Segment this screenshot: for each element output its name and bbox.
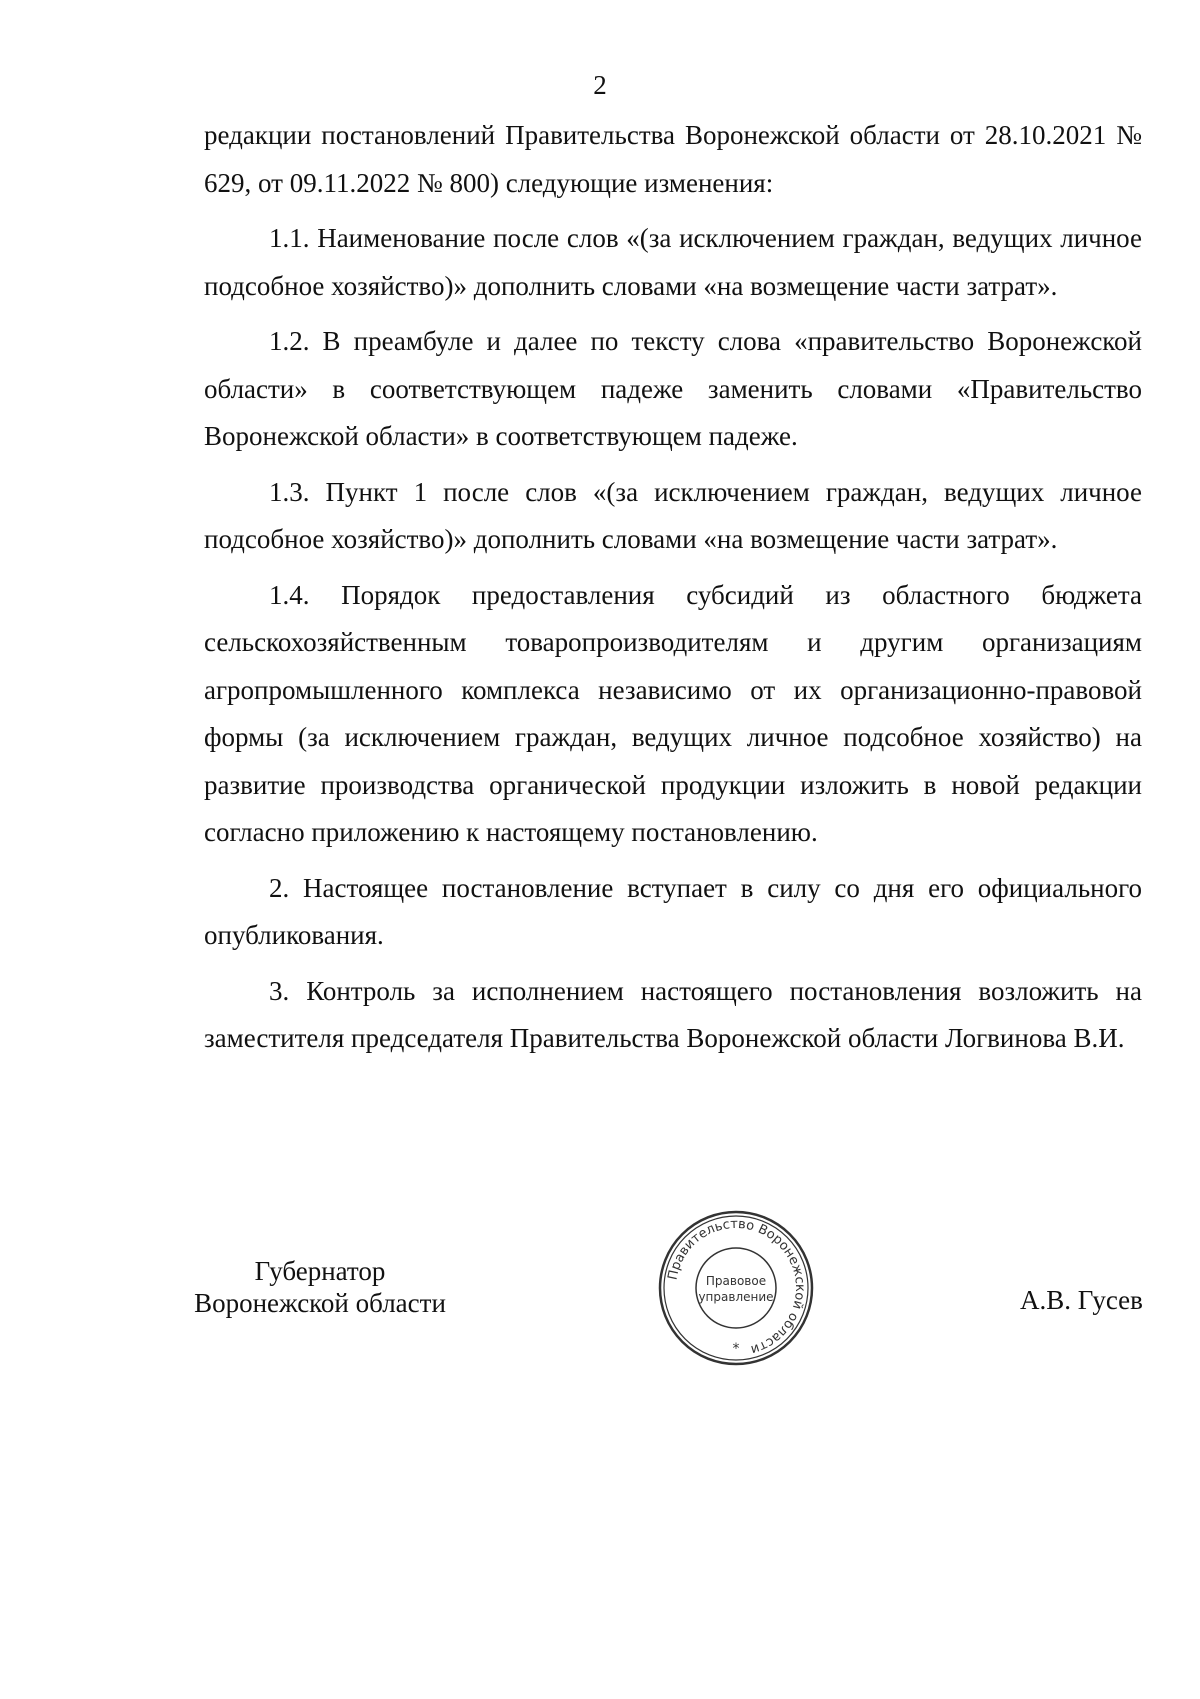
official-stamp xyxy=(656,1208,816,1368)
stamp-center-line2: управление xyxy=(698,1290,774,1304)
stamp-ring-text: Правительство Воронежской области xyxy=(665,1216,808,1357)
signer-name: А.В. Гусев xyxy=(1020,1285,1143,1315)
signatory-title-line2: Воронежской области xyxy=(194,1288,446,1318)
signatory-title xyxy=(180,1255,460,1319)
paragraph-1-4: 1.4. Порядок предоставления субсидий из областного бюджета сельскохозяйственным товаропроизводителям и другим организациям агропромышленного комплекса независимо от их организационно-правовой формы (за исключением граждан, ведущих личное подсобное хозяйство) на развитие производства органической продукции изложить в новой редакции согласно приложению к настоящему постановлению. xyxy=(204,579,1142,847)
paragraph-1-2: 1.2. В преамбуле и далее по тексту слова «правительство Воронежской области» в соответствующем падеже заменить словами «Правительство Воронежской области» в соответствующем падеже. xyxy=(204,326,1142,451)
stamp-star-mark: * xyxy=(732,1341,740,1357)
paragraph-intro-continuation: редакции постановлений Правительства Воронежской области от 28.10.2021 № 629, от 09.11.2022 № 800) следующие изменения: xyxy=(204,120,1142,198)
page-number: 2 xyxy=(593,70,607,100)
stamp-center-line1: Правовое xyxy=(705,1274,767,1288)
signatory-title-line1: Губернатор xyxy=(254,1256,386,1286)
stamp-seal-icon xyxy=(656,1208,816,1368)
document-body xyxy=(204,112,1142,1063)
paragraph-1-3: 1.3. Пункт 1 после слов «(за исключением граждан, ведущих личное подсобное хозяйство)» дополнить словами «на возмещение части затрат». xyxy=(204,476,1142,554)
paragraph-3: 3. Контроль за исполнением настоящего постановления возложить на заместителя председателя Правительства Воронежской области Логвинова В.И. xyxy=(204,975,1142,1053)
paragraph-1-1: 1.1. Наименование после слов «(за исключением граждан, ведущих личное подсобное хозяйство)» дополнить словами «на возмещение части затрат». xyxy=(204,223,1142,301)
paragraph-2: 2. Настоящее постановление вступает в силу со дня его официального опубликования. xyxy=(204,872,1142,950)
